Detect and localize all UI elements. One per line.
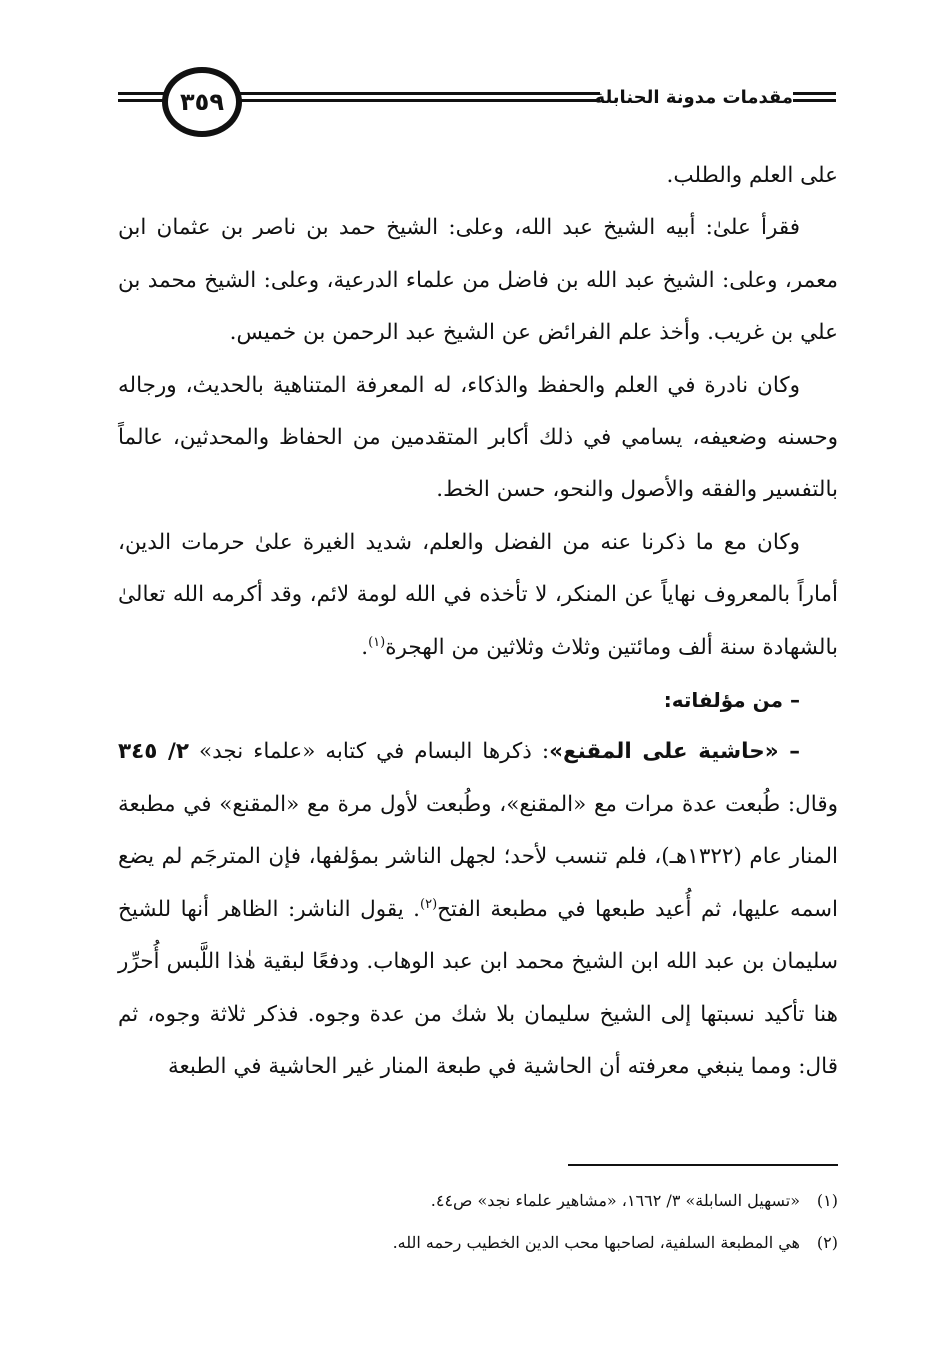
footnote-separator: [568, 1164, 838, 1166]
paragraph-text: : ذكرها البسام في كتابه «علماء نجد»: [198, 739, 550, 765]
footnote-number: (١): [816, 1191, 838, 1210]
footnote: [118, 1222, 838, 1264]
header-rule: [230, 99, 600, 102]
volume-page-ref: ٢/ ٣٤٥: [118, 739, 189, 765]
footnote-text: هي المطبعة السلفية، لصاحبها محب الدين الخطيب رحمه الله.: [392, 1233, 800, 1252]
footnote: [118, 1180, 838, 1222]
footnotes: [118, 1180, 838, 1264]
running-title: مقدمات مدونة الحنابلة: [594, 87, 793, 108]
header-rule: [230, 92, 600, 95]
paragraph-text: . يقول الناشر: الظاهر أنها للشيخ سليمان بن عبد الله ابن الشيخ محمد ابن عبد الوهاب. ودفعًا لبقية هٰذا اللَّبس أُحرِّر هنا تأكيد نسبتها إلى الشيخ سليمان بلا شك من عدة وجوه. فذكر ثلاثة وجوه، ثم قال: ومما ينبغي معرفته أن الحاشية في طبعة المنار غير الحاشية في الطبعة: [118, 896, 838, 1079]
paragraph-end: .: [361, 634, 369, 660]
book-title: – «حاشية على المقنع»: [549, 739, 800, 765]
paragraph: [118, 726, 838, 1093]
paragraph: [118, 517, 838, 674]
page-number: ٣٥٩: [162, 67, 242, 137]
paragraph-text: وكان مع ما ذكرنا عنه من الفضل والعلم، شديد الغيرة علىٰ حرمات الدين، أماراً بالمعروف نهاياً عن المنكر، لا تأخذه في الله لومة لائم، وقد أكرمه الله تعالىٰ بالشهادة سنة ألف ومائتين وثلاث وثلاثين من الهجرة: [118, 529, 838, 660]
footnote-ref: (٢): [420, 896, 438, 912]
footnote-number: (٢): [816, 1233, 838, 1252]
paragraph: على العلم والطلب.: [666, 163, 838, 188]
header-rule: [793, 92, 836, 95]
paragraph-text: وقال: طُبعت عدة مرات مع «المقنع»، وطُبعت لأول مرة مع «المقنع» في مطبعة المنار عام (١٣٢٢هـ)، فلم تنسب لأحد؛ لجهل الناشر بمؤلفها، فإن المترجَم لم يضع اسمه عليها، ثم أُعيد طبعها في مطبعة الفتح: [118, 791, 838, 922]
paragraph: فقرأ علىٰ: أبيه الشيخ عبد الله، وعلى: الشيخ حمد بن ناصر بن عثمان ابن معمر، وعلى: الشيخ عبد الله بن فاضل من علماء الدرعية، وعلى: الشيخ محمد بن علي بن غريب. وأخذ علم الفرائض عن الشيخ عبد الرحمن بن خميس.: [118, 215, 838, 346]
paragraph: وكان نادرة في العلم والحفظ والذكاء، له المعرفة المتناهية بالحديث، ورجاله وحسنه وضعيفه، يسامي في ذلك أكابر المتقدمين من الحفاظ والمحدثين، عالماً بالتفسير والفقه والأصول والنحو، حسن الخط.: [118, 372, 838, 503]
main-text: [118, 150, 838, 1093]
footnote-ref: (١): [368, 634, 386, 650]
footnote-text: «تسهيل السابلة» ٣/ ١٦٦٢، «مشاهير علماء نجد» ص٤٤.: [430, 1191, 800, 1210]
header-rule: [793, 99, 836, 102]
section-subheading: – من مؤلفاته:: [663, 688, 800, 713]
